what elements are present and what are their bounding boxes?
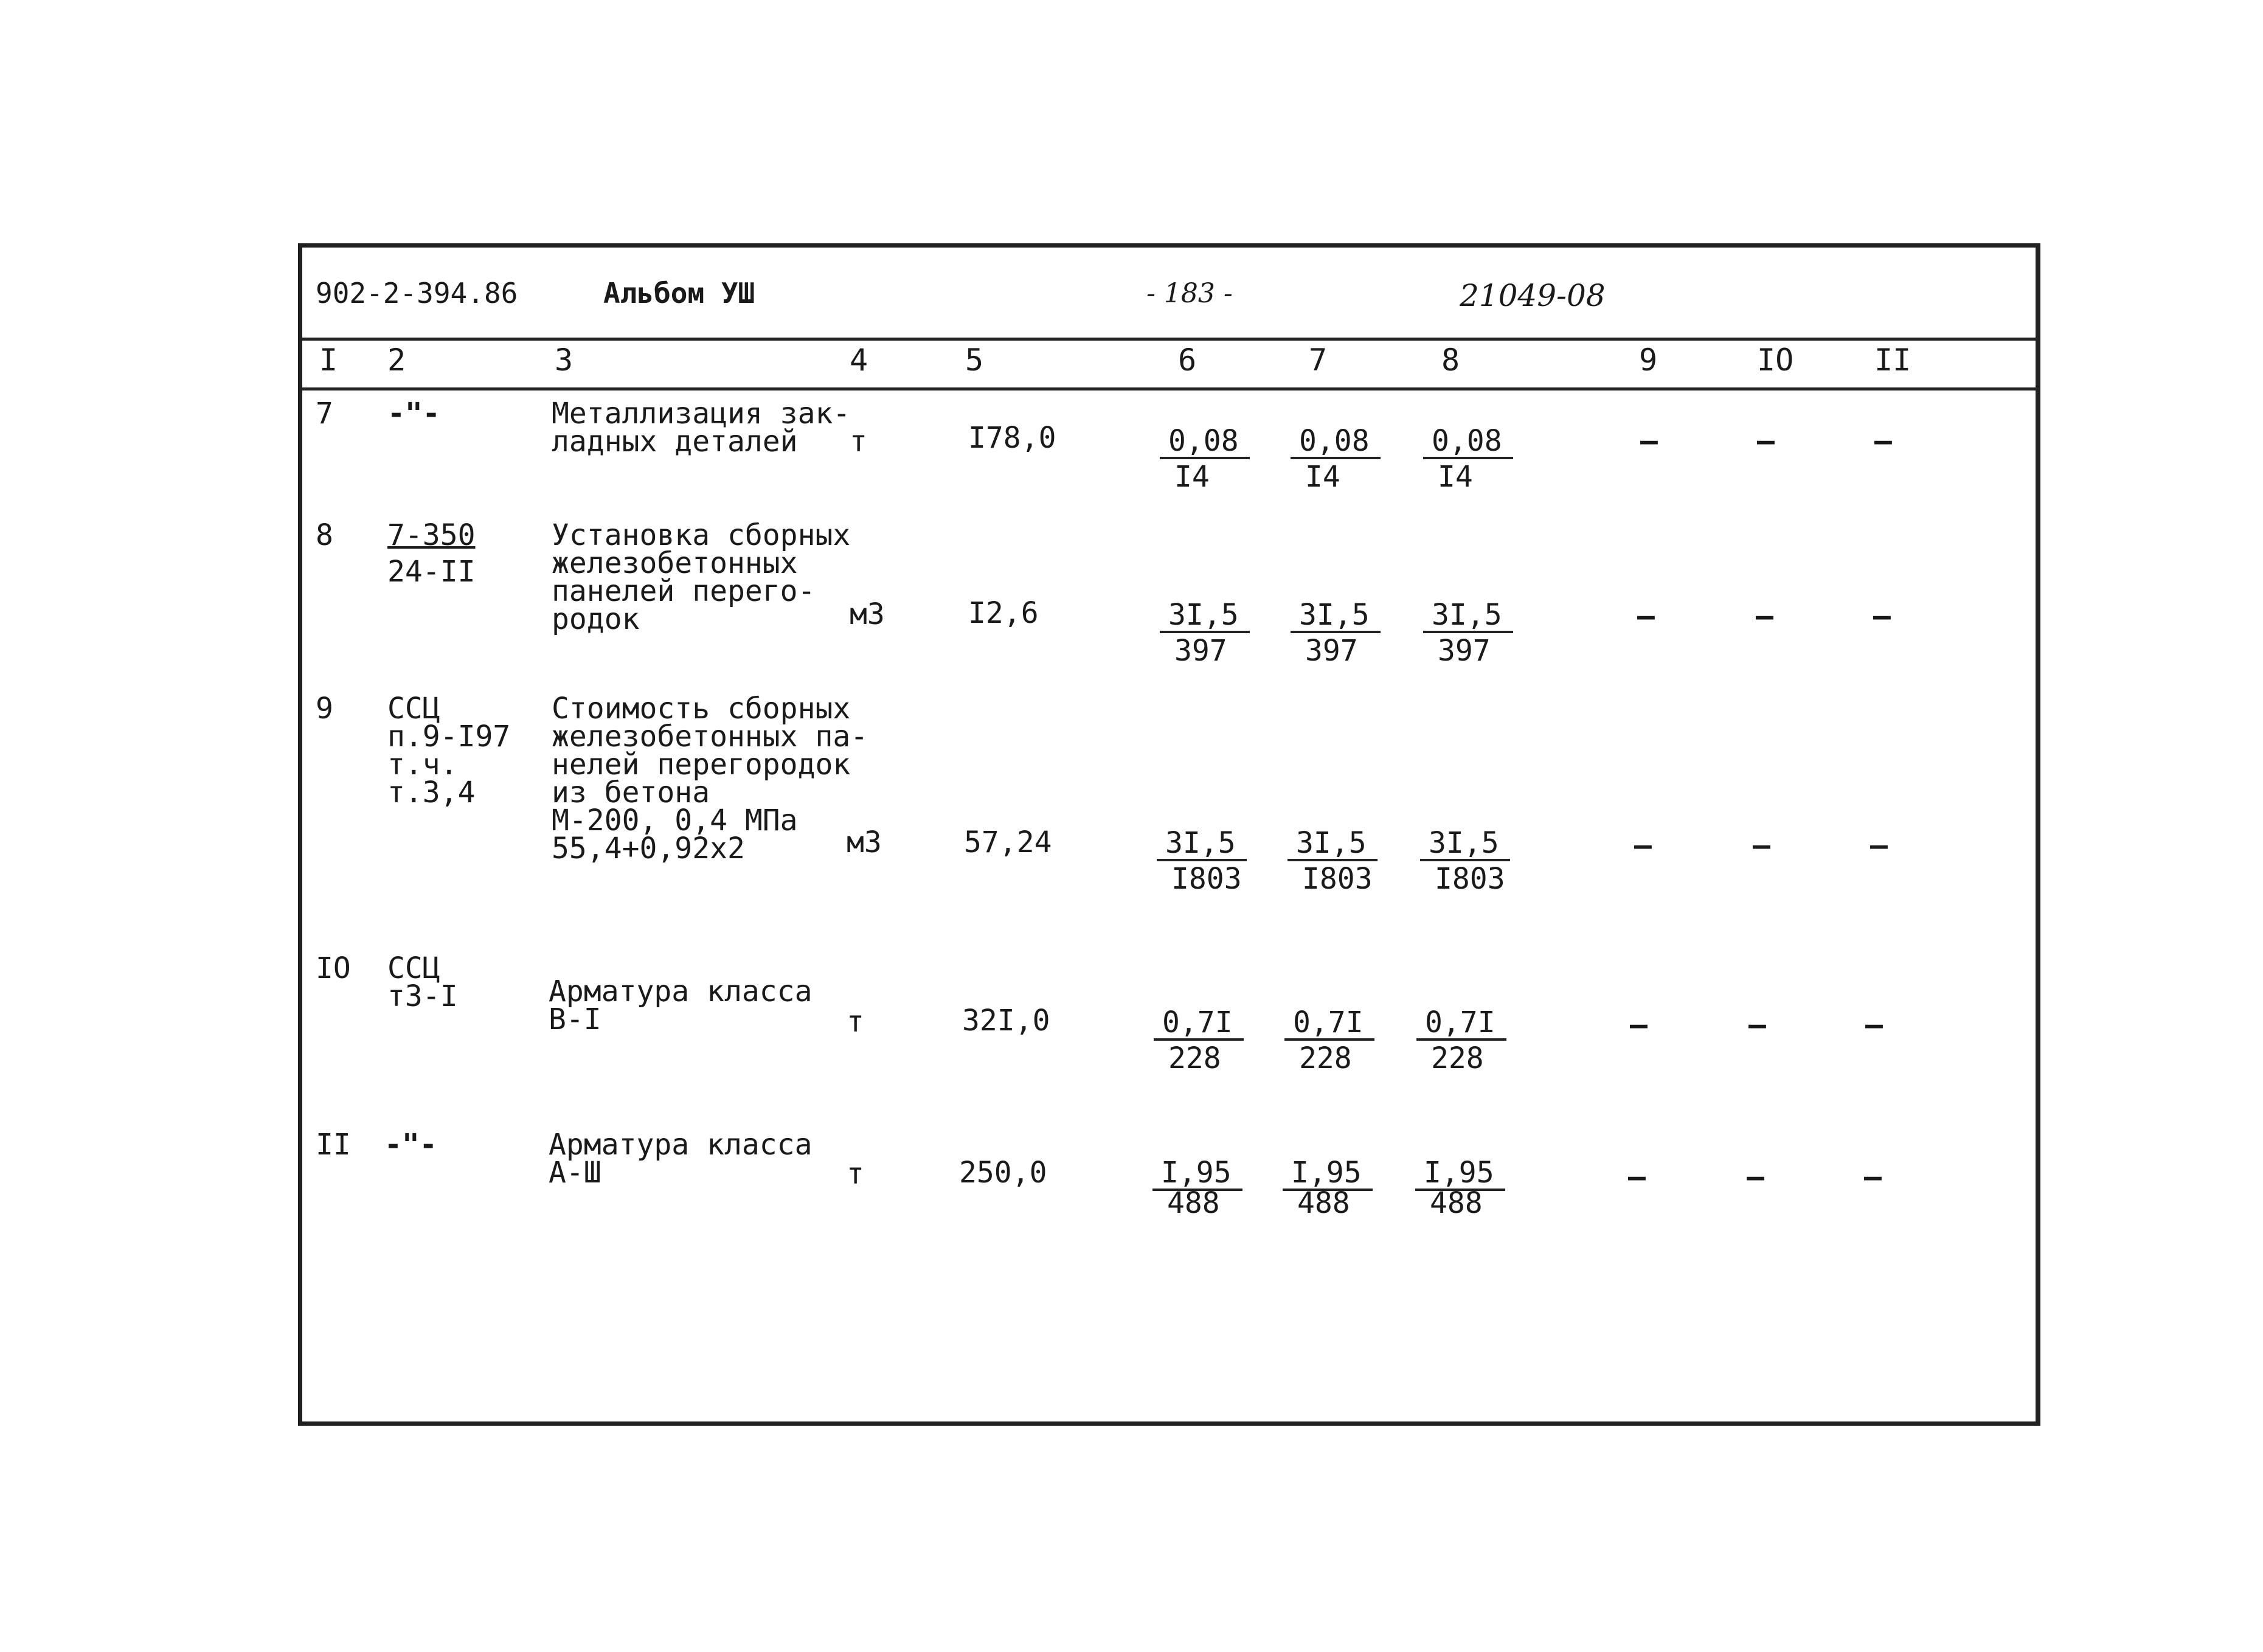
- row-10-col6: [1154, 1007, 1244, 1076]
- row-7-number: 7: [316, 397, 333, 431]
- doc-code: 902-2-394.86: [316, 277, 518, 310]
- document-frame: [298, 243, 2040, 1426]
- row-7-col8-top: 0,08: [1423, 425, 1513, 459]
- row-9-col7-bottom: I803: [1302, 862, 1373, 896]
- row-11-col6-bottom: 488: [1167, 1186, 1220, 1220]
- col-6: 6: [1178, 342, 1197, 378]
- row-10-col8-top: 0,7I: [1416, 1007, 1506, 1041]
- row-7-col7: [1291, 425, 1381, 495]
- row-11-col8-top: I,95: [1415, 1157, 1505, 1191]
- column-header-divider: [302, 387, 2036, 390]
- row-8-number: 8: [316, 518, 333, 552]
- col-3: 3: [555, 342, 574, 378]
- row-8-unit: м3: [850, 597, 885, 631]
- row-9-col6-top: 3I,5: [1157, 827, 1247, 861]
- row-11-col11: –: [1864, 1160, 1882, 1194]
- row-10-quantity: 32I,0: [962, 1004, 1050, 1038]
- row-8-col8: [1423, 599, 1513, 668]
- row-8-col11: –: [1873, 599, 1891, 633]
- row-11-ref: -"-: [384, 1128, 437, 1162]
- row-11-col6: [1152, 1156, 1242, 1220]
- row-11-col6-top: I,95: [1152, 1157, 1242, 1191]
- row-10-col6-top: 0,7I: [1154, 1007, 1244, 1041]
- row-10-col6-bottom: 228: [1168, 1041, 1221, 1075]
- row-9-description: Стоимость сборных железобетонных па- нелей перегородок из бетона М-200, 0,4 МПа 55,4+0,92х2: [552, 692, 868, 866]
- row-9-unit: м3: [847, 825, 882, 859]
- row-11-description: Арматура класса А-Ш: [549, 1128, 813, 1190]
- row-7-col6: [1160, 425, 1250, 495]
- row-11-col7-bottom: 488: [1297, 1186, 1350, 1220]
- row-8-ref-bottom: 24-II: [387, 555, 476, 589]
- row-11-col8-bottom: 488: [1430, 1186, 1483, 1220]
- col-7: 7: [1309, 342, 1328, 378]
- row-9-col8-bottom: I803: [1435, 862, 1505, 896]
- row-10-col11: –: [1865, 1008, 1883, 1042]
- row-7-col7-bottom: I4: [1305, 460, 1340, 494]
- row-10-description: Арматура класса В-I: [549, 974, 813, 1036]
- row-11-col9: –: [1628, 1160, 1646, 1194]
- row-7-description: Металлизация зак- ладных деталей: [552, 397, 851, 459]
- row-8-col7: [1291, 599, 1381, 668]
- row-7-col9: –: [1640, 424, 1658, 458]
- row-9-col8: [1420, 827, 1510, 897]
- row-7-col7-top: 0,08: [1291, 425, 1381, 459]
- row-10-col9: –: [1630, 1008, 1648, 1042]
- row-10-col7-bottom: 228: [1299, 1041, 1352, 1075]
- col-10: IO: [1757, 342, 1794, 378]
- row-7-ref: -"-: [387, 397, 440, 431]
- col-9: 9: [1639, 342, 1658, 378]
- row-11-number: II: [316, 1128, 351, 1162]
- row-10-number: IO: [316, 951, 351, 985]
- row-7-col10: –: [1757, 424, 1775, 458]
- row-8-quantity: I2,6: [968, 596, 1039, 630]
- row-8-col9: –: [1637, 599, 1655, 633]
- sheet-number: 21049-08: [1460, 278, 1606, 313]
- row-9-ref: ССЦ п.9-I97 т.ч. т.3,4: [387, 692, 511, 810]
- col-1: I: [319, 342, 338, 378]
- row-11-col7-top: I,95: [1283, 1157, 1373, 1191]
- row-9-number: 9: [316, 692, 333, 726]
- row-9-col9: –: [1634, 828, 1652, 862]
- row-11-col8: [1415, 1156, 1505, 1220]
- row-11-col10: –: [1747, 1160, 1764, 1194]
- row-9-col6-bottom: I803: [1171, 862, 1242, 896]
- row-10-col8: [1416, 1007, 1506, 1076]
- row-7-col8-bottom: I4: [1438, 460, 1473, 494]
- row-9-col8-top: 3I,5: [1420, 827, 1510, 861]
- row-9-col7: [1287, 827, 1378, 897]
- row-10-col7-top: 0,7I: [1284, 1007, 1374, 1041]
- row-9-col11: –: [1870, 828, 1888, 862]
- row-10-col10: –: [1748, 1008, 1766, 1042]
- row-8-col6-top: 3I,5: [1160, 599, 1250, 633]
- col-11: II: [1874, 342, 1911, 378]
- row-7-unit: т: [850, 425, 867, 459]
- row-8-ref-top: 7-350: [387, 518, 476, 552]
- header-divider: [302, 338, 2036, 341]
- row-10-unit: т: [847, 1005, 864, 1039]
- col-4: 4: [850, 342, 868, 378]
- row-7-col6-bottom: I4: [1174, 460, 1210, 494]
- album-label: Альбом УШ: [603, 277, 755, 310]
- row-7-col6-top: 0,08: [1160, 425, 1250, 459]
- row-8-description: Установка сборных железобетонных панелей перего- родок: [552, 518, 851, 636]
- row-8-col10: –: [1756, 599, 1773, 633]
- row-10-ref: ССЦ т3-I: [387, 951, 458, 1013]
- row-8-col6: [1160, 599, 1250, 668]
- row-8-col8-top: 3I,5: [1423, 599, 1513, 633]
- row-9-col7-top: 3I,5: [1287, 827, 1378, 861]
- row-11-col7: [1283, 1156, 1373, 1220]
- col-2: 2: [387, 342, 406, 378]
- col-5: 5: [965, 342, 984, 378]
- row-9-quantity: 57,24: [964, 825, 1052, 859]
- row-7-col8: [1423, 425, 1513, 495]
- row-10-col8-bottom: 228: [1431, 1041, 1484, 1075]
- col-8: 8: [1441, 342, 1460, 378]
- row-11-quantity: 250,0: [959, 1156, 1047, 1190]
- row-8-col8-bottom: 397: [1438, 634, 1491, 668]
- row-8-col6-bottom: 397: [1174, 634, 1227, 668]
- row-9-col6: [1157, 827, 1247, 897]
- row-7-col11: –: [1874, 424, 1892, 458]
- row-11-unit: т: [847, 1157, 864, 1191]
- row-7-quantity: I78,0: [968, 421, 1056, 455]
- row-9-col10: –: [1753, 828, 1770, 862]
- row-8-col7-bottom: 397: [1305, 634, 1358, 668]
- row-8-col7-top: 3I,5: [1291, 599, 1381, 633]
- row-10-col7: [1284, 1007, 1374, 1076]
- page-number: - 183 -: [1146, 278, 1233, 309]
